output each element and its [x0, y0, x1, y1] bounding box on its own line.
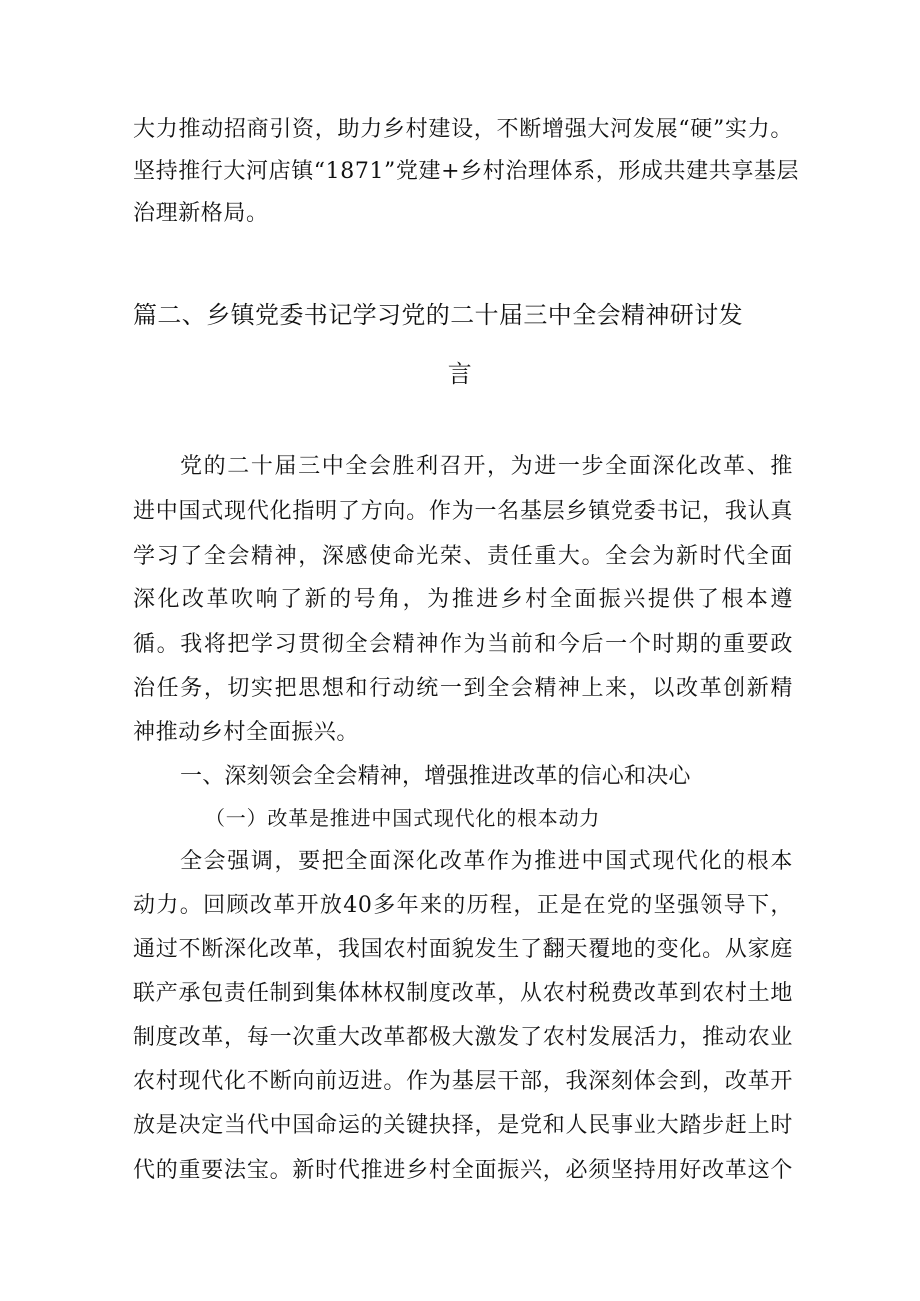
para1-line-3: 学习了全会精神，深感使命光荣、责任重大。全会为新时代全面 — [133, 544, 793, 569]
para2-line-2: 动力。回顾改革开放40多年来的历程，正是在党的坚强领导下， — [133, 893, 793, 918]
section-subheading: （一）改革是推进中国式现代化的根本动力 — [205, 806, 601, 830]
para2-line-5: 制度改革，每一次重大改革都极大激发了农村发展活力，推动农业 — [133, 1025, 793, 1050]
para2-line-4: 联产承包责任制到集体林权制度改革，从农村税费改革到农村土地 — [133, 981, 793, 1006]
para2-line-8: 代的重要法宝。新时代推进乡村全面振兴，必须坚持用好改革这个 — [133, 1158, 793, 1183]
para1-line-1: 党的二十届三中全会胜利召开，为进一步全面深化改革、推 — [180, 454, 793, 479]
intro-line-3: 治理新格局。 — [133, 201, 269, 226]
para1-line-7: 神推动乡村全面振兴。 — [133, 720, 360, 745]
para2-line-6: 农村现代化不断向前迈进。作为基层干部，我深刻体会到，改革开 — [133, 1069, 793, 1094]
para1-line-6: 治任务，切实把思想和行动统一到全会精神上来，以改革创新精 — [133, 676, 793, 701]
intro-line-2: 坚持推行大河店镇“1871”党建+乡村治理体系，形成共建共享基层 — [133, 159, 800, 184]
para2-line-7: 放是决定当代中国命运的关键抉择，是党和人民事业大踏步赶上时 — [133, 1113, 793, 1138]
article-title-line-2: 言 — [447, 360, 473, 388]
para1-line-2: 进中国式现代化指明了方向。作为一名基层乡镇党委书记，我认真 — [133, 499, 793, 524]
para2-line-1: 全会强调，要把全面深化改革作为推进中国式现代化的根本 — [180, 849, 793, 874]
section-heading: 一、深刻领会全会精神，增强推进改革的信心和决心 — [180, 764, 691, 789]
article-title-line-1: 篇二、乡镇党委书记学习党的二十届三中全会精神研讨发 — [133, 301, 743, 329]
para1-line-4: 深化改革吹响了新的号角，为推进乡村全面振兴提供了根本遵 — [133, 587, 793, 612]
para1-line-5: 循。我将把学习贯彻全会精神作为当前和今后一个时期的重要政 — [133, 632, 793, 657]
para2-line-3: 通过不断深化改革，我国农村面貌发生了翻天覆地的变化。从家庭 — [133, 937, 793, 962]
intro-line-1: 大力推动招商引资，助力乡村建设，不断增强大河发展“硬”实力。 — [133, 117, 793, 142]
